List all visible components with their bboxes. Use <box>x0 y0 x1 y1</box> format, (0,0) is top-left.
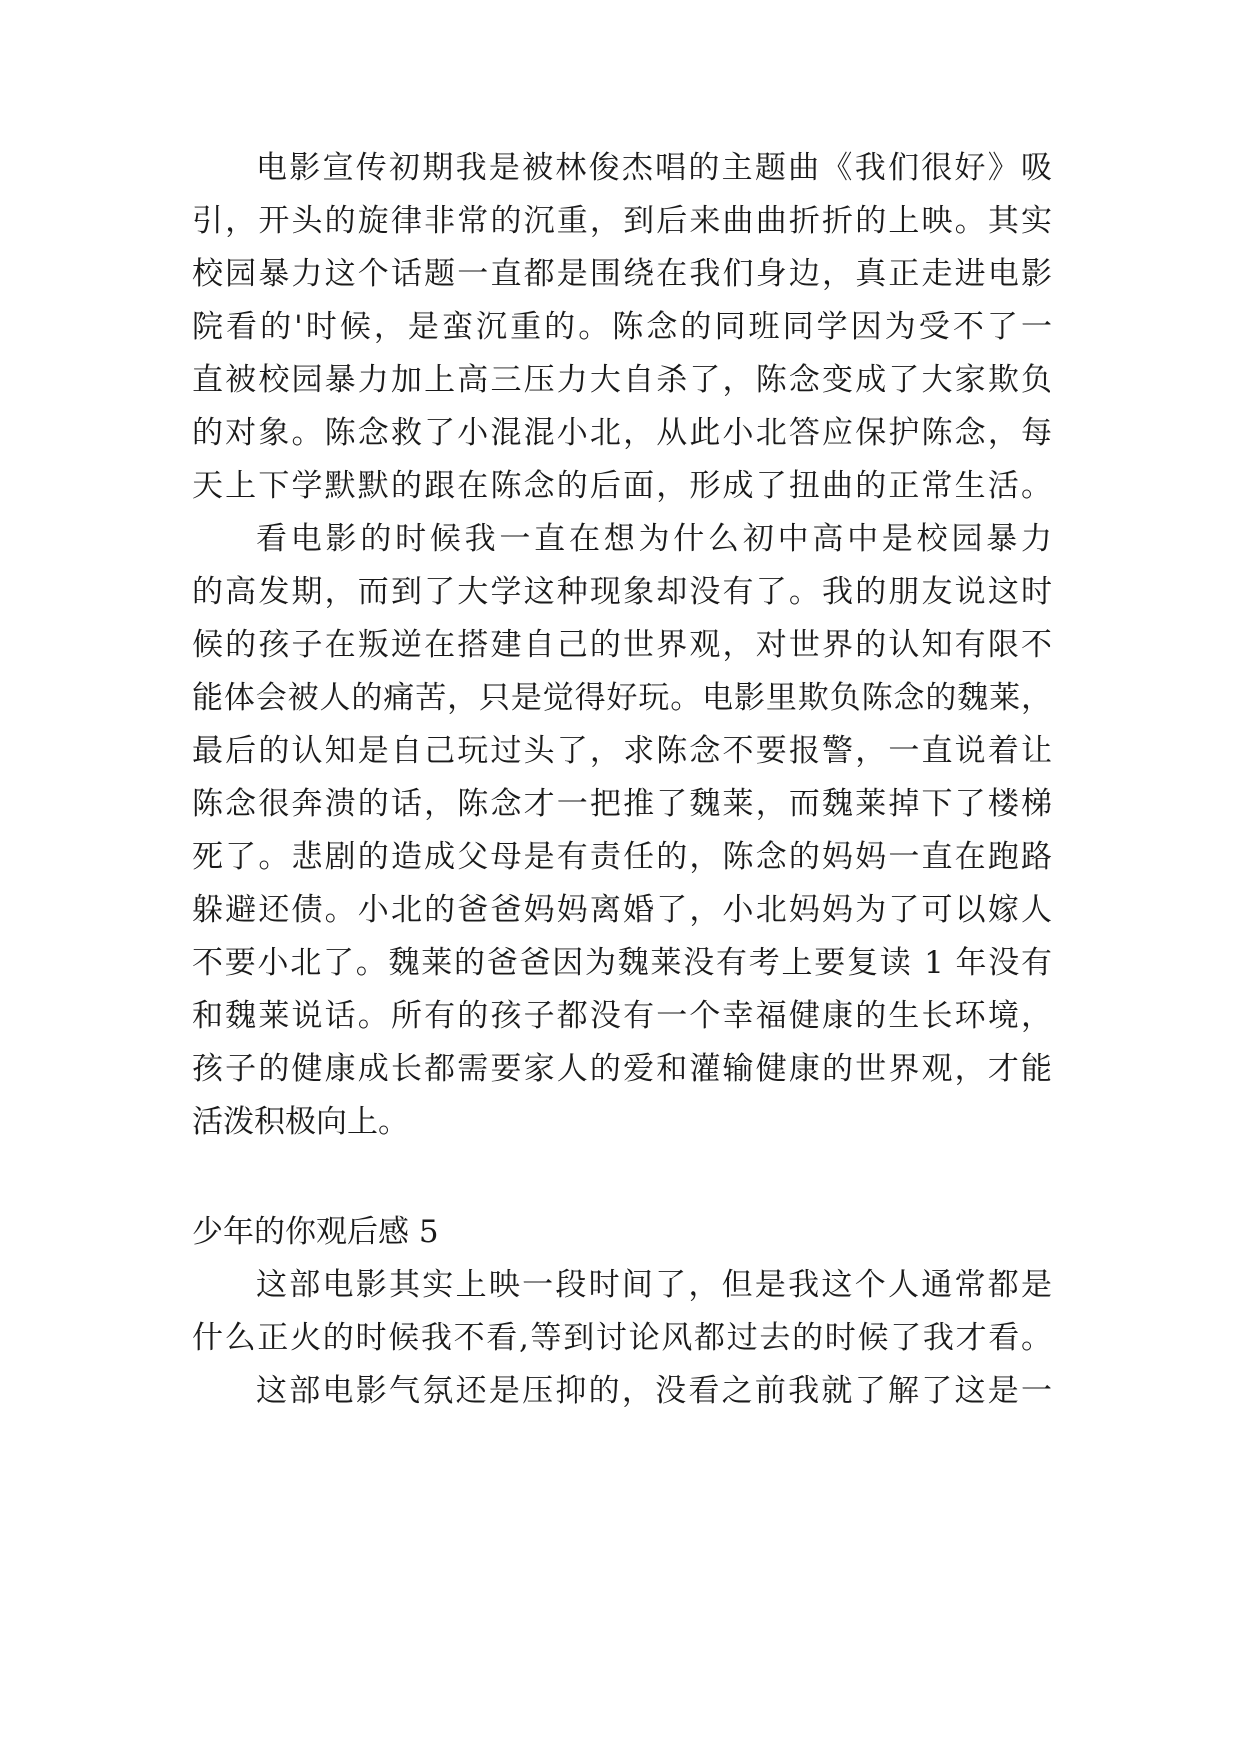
paragraph-1-line-6: 的对象。陈念救了小混混小北，从此小北答应保护陈念，每 <box>192 415 1052 451</box>
paragraph-2-line-11: 孩子的健康成长都需要家人的爱和灌输健康的世界观，才能 <box>192 1051 1052 1087</box>
section-paragraph-2-line-1: 这部电影气氛还是压抑的，没看之前我就了解了这是一 <box>256 1373 1052 1409</box>
paragraph-2-line-6: 陈念很奔溃的话，陈念才一把推了魏莱，而魏莱掉下了楼梯 <box>192 786 1052 822</box>
paragraph-2-line-5: 最后的认知是自己玩过头了，求陈念不要报警，一直说着让 <box>192 733 1052 769</box>
paragraph-2-line-1: 看电影的时候我一直在想为什么初中高中是校园暴力 <box>256 521 1052 557</box>
section-paragraph-1-line-2: 什么正火的时候我不看,等到讨论风都过去的时候了我才看。 <box>192 1320 1052 1356</box>
paragraph-2-line-10: 和魏莱说话。所有的孩子都没有一个幸福健康的生长环境， <box>192 998 1052 1034</box>
section-paragraph-1-line-1: 这部电影其实上映一段时间了，但是我这个人通常都是 <box>256 1267 1052 1303</box>
paragraph-2-line-7: 死了。悲剧的造成父母是有责任的，陈念的妈妈一直在跑路 <box>192 839 1052 875</box>
paragraph-2-line-9: 不要小北了。魏莱的爸爸因为魏莱没有考上要复读 1 年没有 <box>192 945 1052 981</box>
paragraph-1-line-7: 天上下学默默的跟在陈念的后面，形成了扭曲的正常生活。 <box>192 468 1052 504</box>
paragraph-2-line-2: 的高发期，而到了大学这种现象却没有了。我的朋友说这时 <box>192 574 1052 610</box>
paragraph-1-line-1: 电影宣传初期我是被林俊杰唱的主题曲《我们很好》吸 <box>256 150 1052 186</box>
paragraph-2-line-4: 能体会被人的痛苦，只是觉得好玩。电影里欺负陈念的魏莱， <box>192 680 1052 716</box>
paragraph-1-line-2: 引，开头的旋律非常的沉重，到后来曲曲折折的上映。其实 <box>192 203 1052 239</box>
section-title: 少年的你观后感 5 <box>192 1214 439 1250</box>
paragraph-1-line-5: 直被校园暴力加上高三压力大自杀了，陈念变成了大家欺负 <box>192 362 1052 398</box>
paragraph-2-line-8: 躲避还债。小北的爸爸妈妈离婚了，小北妈妈为了可以嫁人 <box>192 892 1052 928</box>
paragraph-1-line-3: 校园暴力这个话题一直都是围绕在我们身边，真正走进电影 <box>192 256 1052 292</box>
paragraph-2-line-12: 活泼积极向上。 <box>192 1104 409 1140</box>
paragraph-2-line-3: 候的孩子在叛逆在搭建自己的世界观，对世界的认知有限不 <box>192 627 1052 663</box>
paragraph-1-line-4: 院看的'时候，是蛮沉重的。陈念的同班同学因为受不了一 <box>192 309 1052 345</box>
